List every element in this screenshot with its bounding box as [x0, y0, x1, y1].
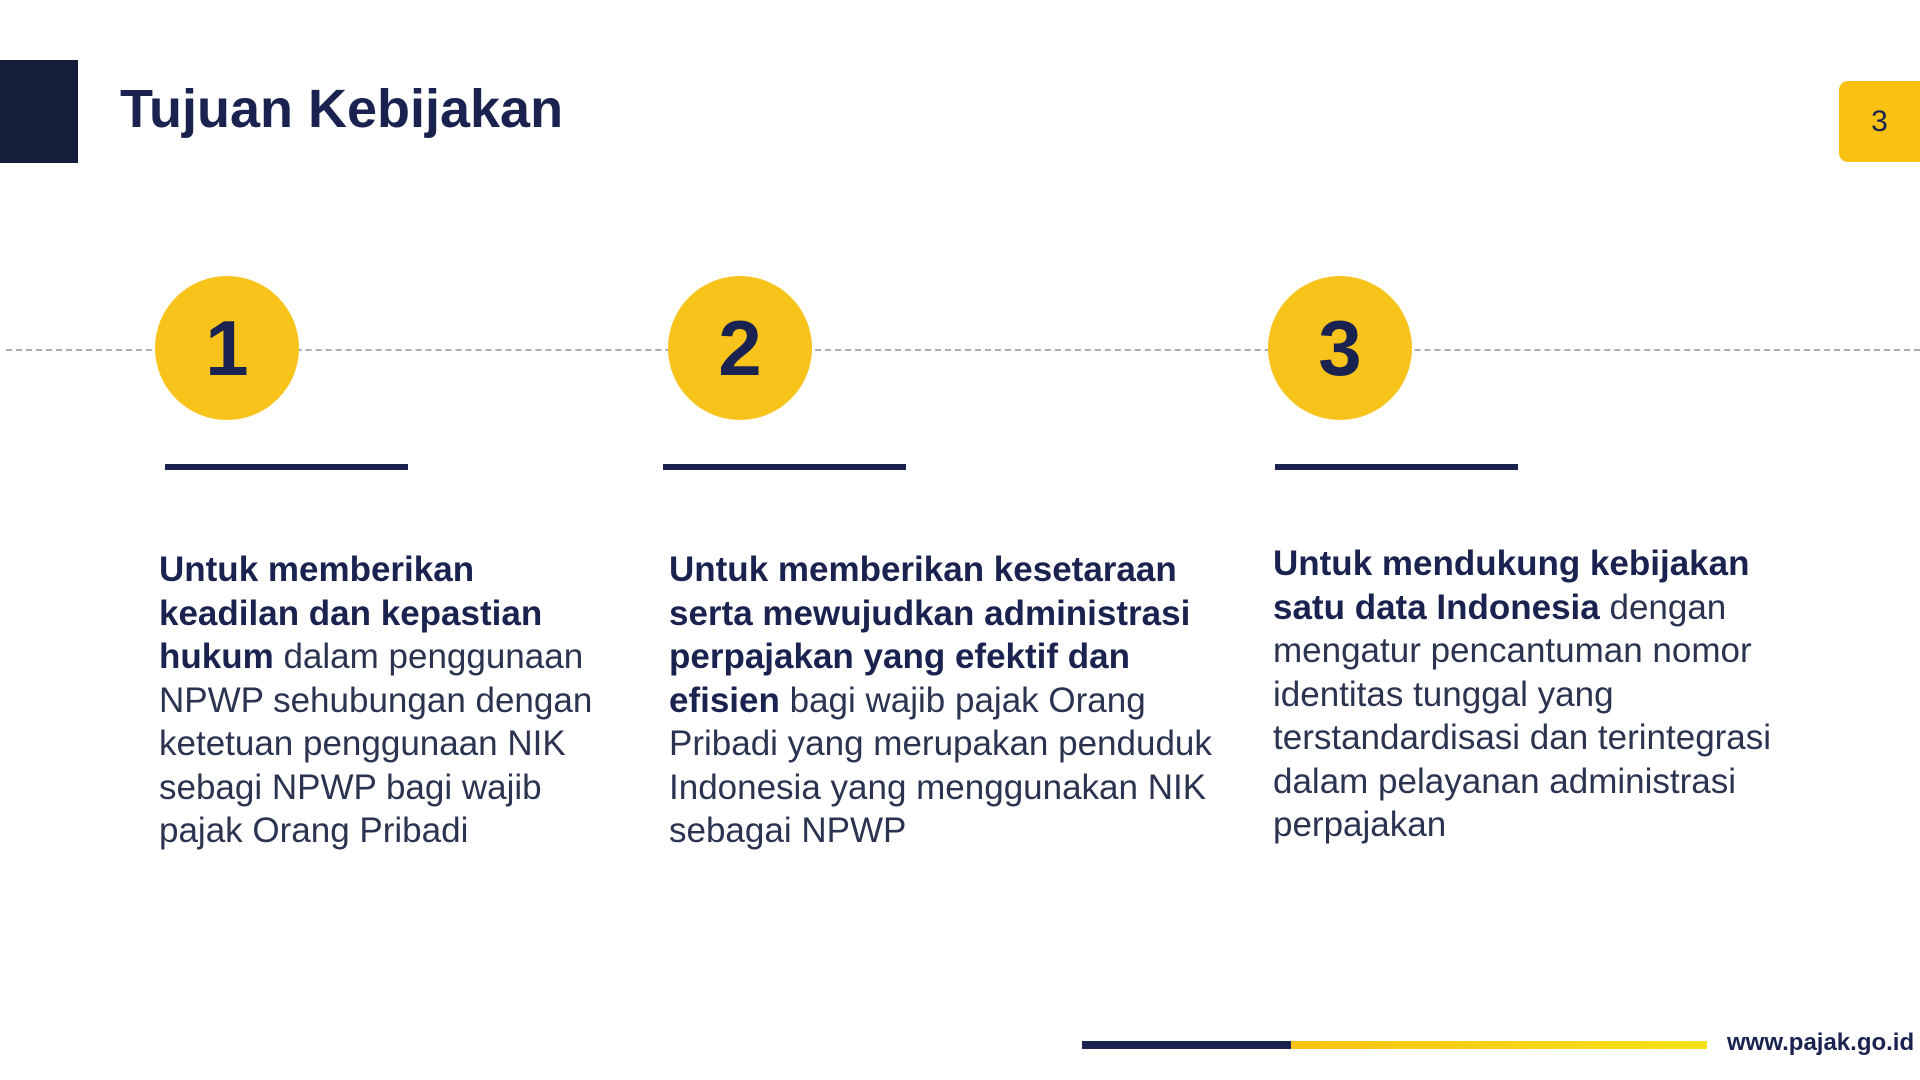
step-2-normal-text: bagi wajib pajak Orang Pribadi yang merupakan penduduk Indonesia yang menggunakan NIK sebagai NPWP [669, 680, 1212, 850]
footer-bar-yellow [1291, 1041, 1707, 1049]
step-3-bold-text: Untuk mendukung kebijakan satu data Indonesia [1273, 544, 1750, 627]
step-3-normal-text: dengan mengatur pencantuman nomor identitas tunggal yang terstandardisasi dan terintegrasi dalam pelayanan administrasi perpajakan [1273, 587, 1772, 844]
page-number-badge: 3 [1839, 81, 1920, 162]
step-3-description [1273, 542, 1823, 847]
step-1-divider [165, 464, 408, 470]
step-2-number-circle: 2 [668, 276, 812, 420]
step-2-bold-text: Untuk memberikan kesetaraan serta mewujudkan administrasi perpajakan yang efektif dan efisien [669, 550, 1191, 720]
step-2-divider [663, 464, 906, 470]
footer-bar-navy [1082, 1041, 1291, 1049]
step-1-bold-text: Untuk memberikan keadilan dan kepastian hukum [159, 550, 543, 676]
step-3-number-circle: 3 [1268, 276, 1412, 420]
footer-website-url: www.pajak.go.id [1727, 1029, 1915, 1056]
step-2-description [669, 548, 1224, 853]
step-1-number-circle: 1 [155, 276, 299, 420]
step-1-normal-text: dalam penggunaan NPWP sehubungan dengan ketetuan penggunaan NIK sebagi NPWP bagi wajib pajak Orang Pribadi [159, 637, 593, 850]
step-3-divider [1275, 464, 1518, 470]
title-accent-block [0, 60, 78, 163]
slide-title: Tujuan Kebijakan [120, 79, 564, 139]
step-1-description [159, 548, 611, 853]
